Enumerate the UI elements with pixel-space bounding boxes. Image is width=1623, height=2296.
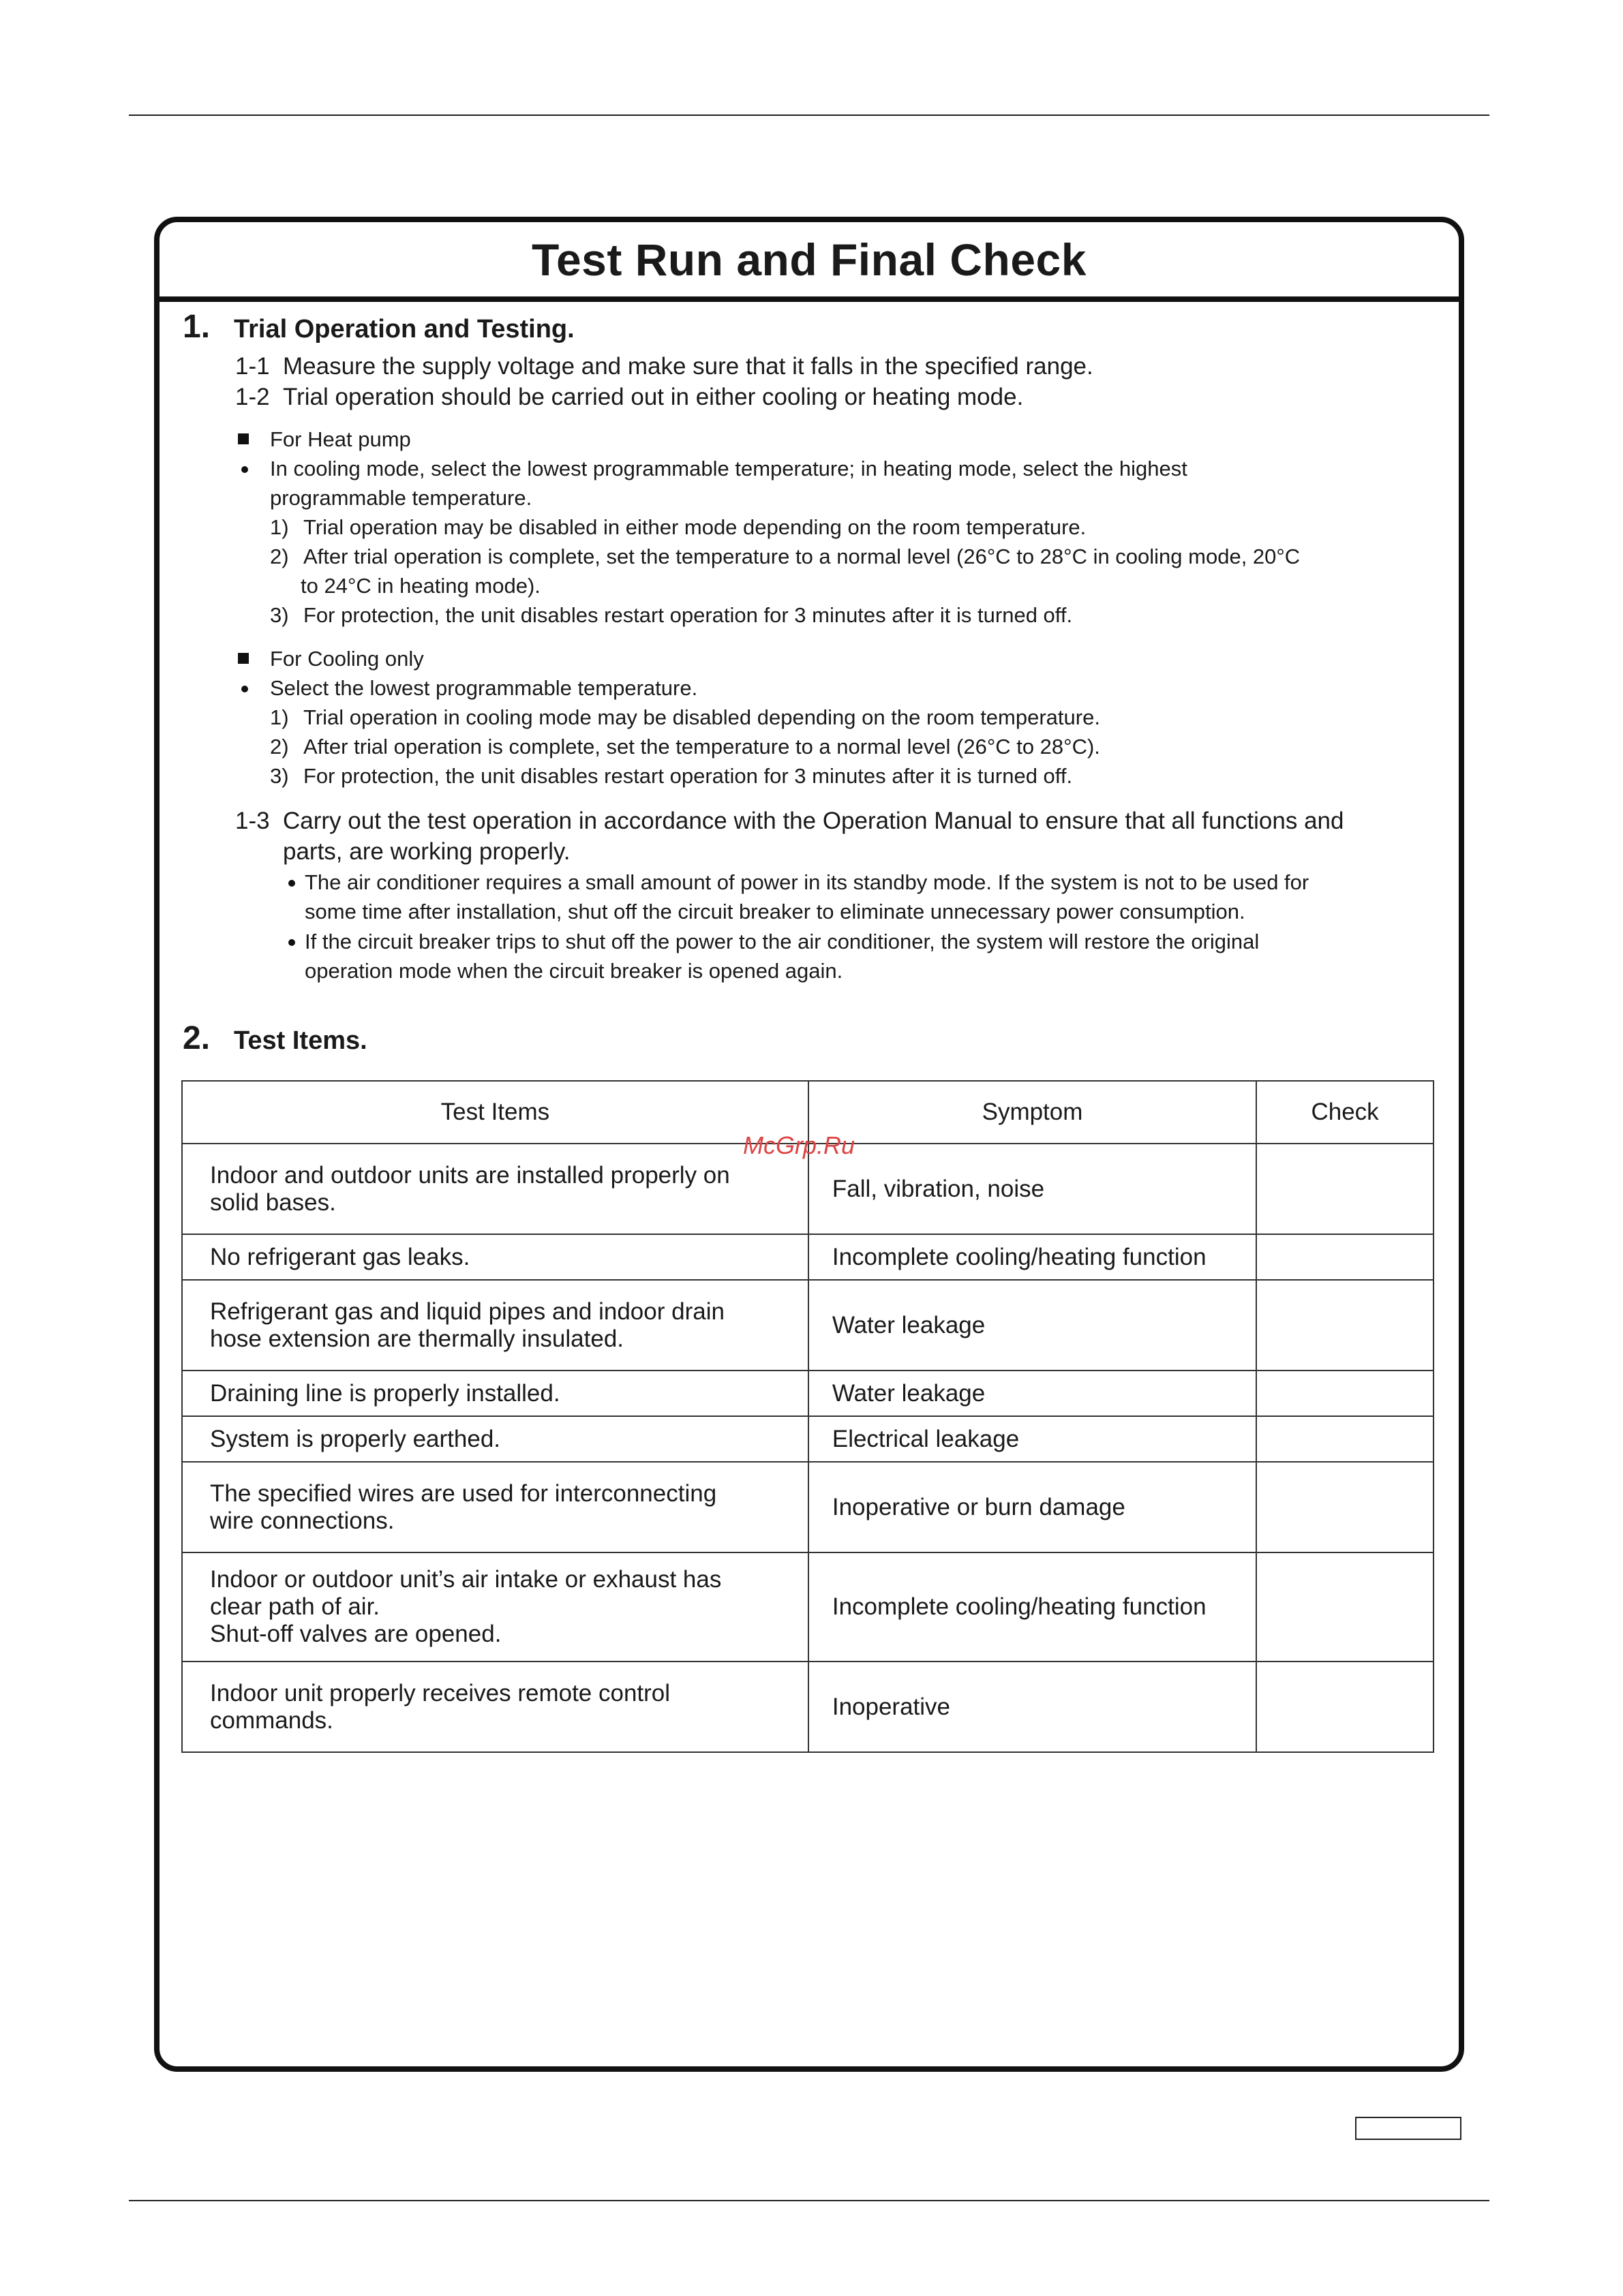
test-item-cell: [182, 1552, 808, 1662]
test-item-cell: [182, 1371, 808, 1416]
check-cell[interactable]: [1256, 1371, 1434, 1416]
header-check: Check: [1256, 1081, 1434, 1144]
item-1-1-code: 1-1: [235, 353, 270, 380]
symptom-cell: Water leakage: [808, 1371, 1256, 1416]
cooling-only-header: For Cooling only: [270, 647, 424, 671]
table-row: [182, 1662, 1434, 1752]
table-row: [182, 1552, 1434, 1662]
cooling-only-note3-number: 3): [270, 764, 289, 788]
symptom-cell: Incomplete cooling/heating function: [808, 1552, 1256, 1662]
section2-number: 2.: [183, 1020, 211, 1056]
heat-pump-note3-text: For protection, the unit disables restart operation for 3 minutes after it is turned off.: [303, 603, 1073, 627]
test-item-line: The specified wires are used for interconnecting: [210, 1480, 717, 1507]
item-1-2: [235, 384, 1023, 411]
check-cell[interactable]: [1256, 1662, 1434, 1752]
cooling-only-note1-text: Trial operation in cooling mode may be disabled depending on the room temperature.: [303, 705, 1100, 729]
item-1-3-code: 1-3: [235, 808, 270, 834]
table-row: [182, 1234, 1434, 1280]
item-1-3-cont: parts, are working properly.: [283, 838, 571, 865]
item-1-3-sub2-line2: operation mode when the circuit breaker is opened again.: [305, 959, 843, 983]
test-item-cell: [182, 1280, 808, 1371]
item-1-3-text: Carry out the test operation in accordance with the Operation Manual to ensure that all functions and: [283, 808, 1344, 834]
section1-title: Trial Operation and Testing.: [234, 315, 575, 343]
header-rule: [129, 114, 1489, 116]
heat-pump-note1-text: Trial operation may be disabled in either mode depending on the room temperature.: [303, 515, 1087, 539]
symptom-cell: Incomplete cooling/heating function: [808, 1234, 1256, 1280]
test-item-line: Refrigerant gas and liquid pipes and indoor drain: [210, 1298, 725, 1325]
check-cell[interactable]: [1256, 1416, 1434, 1462]
header-test-items: Test Items: [182, 1081, 808, 1144]
heat-pump-note2-number: 2): [270, 545, 289, 568]
test-item-line: commands.: [210, 1706, 333, 1734]
test-item-line: Indoor or outdoor unit’s air intake or exhaust has: [210, 1566, 722, 1593]
test-item-cell: [182, 1144, 808, 1234]
test-item-line: No refrigerant gas leaks.: [210, 1243, 470, 1270]
table-row: [182, 1416, 1434, 1462]
section1-heading: [183, 308, 575, 346]
symptom-cell: Fall, vibration, noise: [808, 1144, 1256, 1234]
table-row: [182, 1462, 1434, 1552]
symptom-cell: Inoperative: [808, 1662, 1256, 1752]
check-cell[interactable]: [1256, 1280, 1434, 1371]
test-item-line: wire connections.: [210, 1507, 395, 1534]
cooling-only-note2-text: After trial operation is complete, set the temperature to a normal level (26°C to 28°C).: [303, 735, 1100, 759]
test-item-cell: [182, 1662, 808, 1752]
heat-pump-note2-text: After trial operation is complete, set the temperature to a normal level (26°C to 28°C in cooling mode, 20°C: [303, 545, 1301, 568]
check-cell[interactable]: [1256, 1144, 1434, 1234]
item-1-3-sub1-line1: The air conditioner requires a small amount of power in its standby mode. If the system is not to be used for: [305, 870, 1309, 894]
item-1-2-code: 1-2: [235, 384, 270, 410]
bullet-dot-icon: [241, 466, 248, 473]
test-item-line: clear path of air.: [210, 1593, 380, 1620]
bullet-dot-icon: [288, 939, 295, 946]
test-items-table: [181, 1080, 1434, 1753]
square-bullet-icon: [238, 653, 249, 664]
section1-number: 1.: [183, 309, 211, 345]
heat-pump-note1: [270, 515, 1086, 540]
item-1-3: [235, 808, 1344, 835]
cooling-only-note2-number: 2): [270, 735, 289, 759]
heat-pump-header: For Heat pump: [270, 427, 411, 451]
heat-pump-note1-number: 1): [270, 515, 289, 539]
bullet-dot-icon: [241, 686, 248, 692]
check-cell[interactable]: [1256, 1234, 1434, 1280]
cooling-only-note2: [270, 735, 1100, 759]
test-item-line: System is properly earthed.: [210, 1425, 501, 1452]
heat-pump-note2: [270, 545, 1300, 569]
test-item-cell: [182, 1416, 808, 1462]
test-item-line: Indoor and outdoor units are installed properly on: [210, 1161, 730, 1189]
table-row: [182, 1280, 1434, 1371]
heat-pump-bullet-line1: In cooling mode, select the lowest programmable temperature; in heating mode, select the highest: [270, 457, 1187, 480]
bullet-dot-icon: [288, 880, 295, 887]
cooling-only-note3: [270, 764, 1072, 789]
section2-title: Test Items.: [234, 1026, 367, 1055]
test-item-line: Indoor unit properly receives remote control: [210, 1679, 671, 1706]
check-cell[interactable]: [1256, 1462, 1434, 1552]
item-1-1: [235, 353, 1093, 380]
test-item-cell: [182, 1234, 808, 1280]
page-title: Test Run and Final Check: [532, 234, 1087, 285]
cooling-only-note3-text: For protection, the unit disables restart operation for 3 minutes after it is turned off.: [303, 764, 1073, 788]
symptom-cell: Inoperative or burn damage: [808, 1462, 1256, 1552]
square-bullet-icon: [238, 433, 249, 444]
page-number-box: [1355, 2117, 1461, 2140]
item-1-2-text: Trial operation should be carried out in either cooling or heating mode.: [283, 384, 1024, 410]
cooling-only-note1: [270, 705, 1100, 730]
table-row: [182, 1371, 1434, 1416]
heat-pump-note3-number: 3): [270, 603, 289, 627]
check-cell[interactable]: [1256, 1552, 1434, 1662]
title-band: [160, 222, 1459, 302]
watermark: McGrp.Ru: [743, 1131, 855, 1159]
heat-pump-bullet-line2: programmable temperature.: [270, 486, 532, 510]
test-item-cell: [182, 1462, 808, 1552]
item-1-3-sub2-line1: If the circuit breaker trips to shut off the power to the air conditioner, the system will restore the original: [305, 930, 1260, 953]
cooling-only-bullet: Select the lowest programmable temperature.: [270, 676, 698, 700]
symptom-cell: Electrical leakage: [808, 1416, 1256, 1462]
cooling-only-note1-number: 1): [270, 705, 289, 729]
heat-pump-note2-cont: to 24°C in heating mode).: [301, 574, 541, 598]
footer-rule: [129, 2200, 1489, 2201]
symptom-cell: Water leakage: [808, 1280, 1256, 1371]
test-item-line: Draining line is properly installed.: [210, 1379, 560, 1407]
item-1-3-sub1-line2: some time after installation, shut off the circuit breaker to eliminate unnecessary power consumption.: [305, 900, 1245, 923]
heat-pump-note3: [270, 603, 1072, 628]
test-item-line: solid bases.: [210, 1189, 336, 1216]
item-1-1-text: Measure the supply voltage and make sure that it falls in the specified range.: [283, 353, 1093, 380]
section2-heading: [183, 1020, 367, 1057]
test-item-line: hose extension are thermally insulated.: [210, 1325, 624, 1352]
header-symptom: Symptom: [808, 1081, 1256, 1144]
test-item-line: Shut-off valves are opened.: [210, 1621, 502, 1647]
